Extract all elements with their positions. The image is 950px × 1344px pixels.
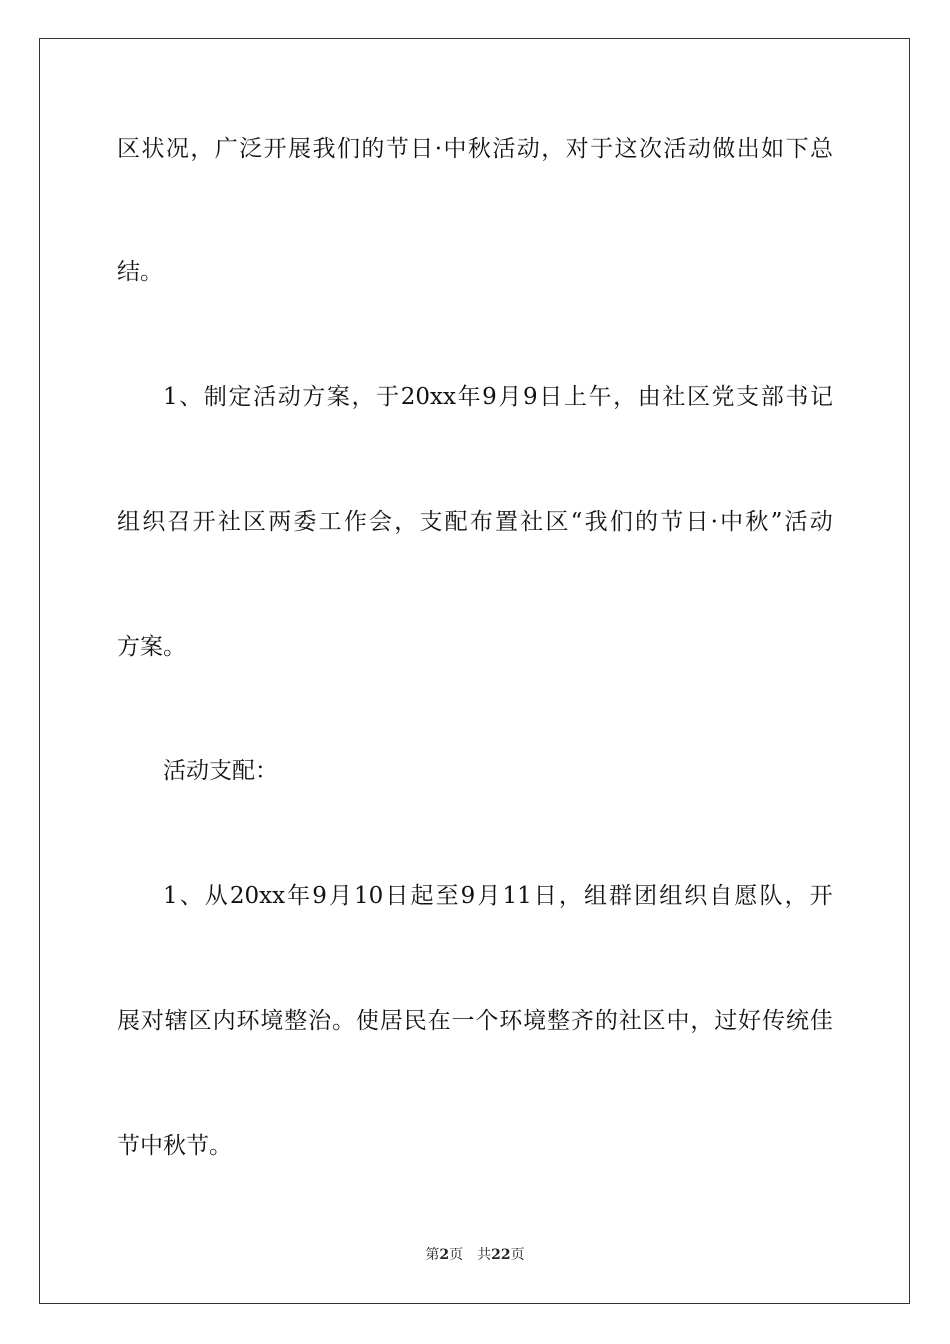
footer-total-prefix: 共: [477, 1247, 492, 1263]
footer-page-suffix: 页: [449, 1247, 464, 1263]
page-frame: [39, 38, 910, 1304]
body-text-line: 节中秋节。: [117, 1133, 232, 1159]
footer-page-number: 2: [439, 1247, 450, 1263]
body-text-line: 1 、 从 20xx 年 9 月 10 日 起 至 9 月 11 日 ， 组 群 团 组 织 自 愿 队 ， 开: [163, 883, 833, 909]
body-text-line: 区 状 况 ， 广 泛 开 展 我 们 的 节 日 · 中 秋 活 动 ， 对 于 这 次 活 动 做 出 如 下 总: [117, 136, 833, 162]
body-text-line: 组 织 召 开 社 区 两 委 工 作 会 ， 支 配 布 置 社 区 “ 我 们 的 节 日 · 中 秋 ” 活 动: [117, 509, 833, 535]
body-text-line: 结。: [117, 259, 163, 285]
section-heading: 活动支配：: [163, 758, 278, 784]
footer-total-suffix: 页: [510, 1247, 525, 1263]
footer-total-pages: 22: [491, 1247, 511, 1263]
body-text-line: 1 、 制 定 活 动 方 案 ， 于 20xx 年 9 月 9 日 上 午 ， 由 社 区 党 支 部 书 记: [163, 384, 833, 410]
body-text-line: 展 对 辖 区 内 环 境 整 治 。 使 居 民 在 一 个 环 境 整 齐 的 社 区 中 ， 过 好 传 统 佳: [117, 1008, 833, 1034]
body-text-line: 方案。: [117, 634, 186, 660]
footer-page-prefix: 第: [425, 1247, 440, 1263]
page-footer: [0, 1246, 950, 1264]
